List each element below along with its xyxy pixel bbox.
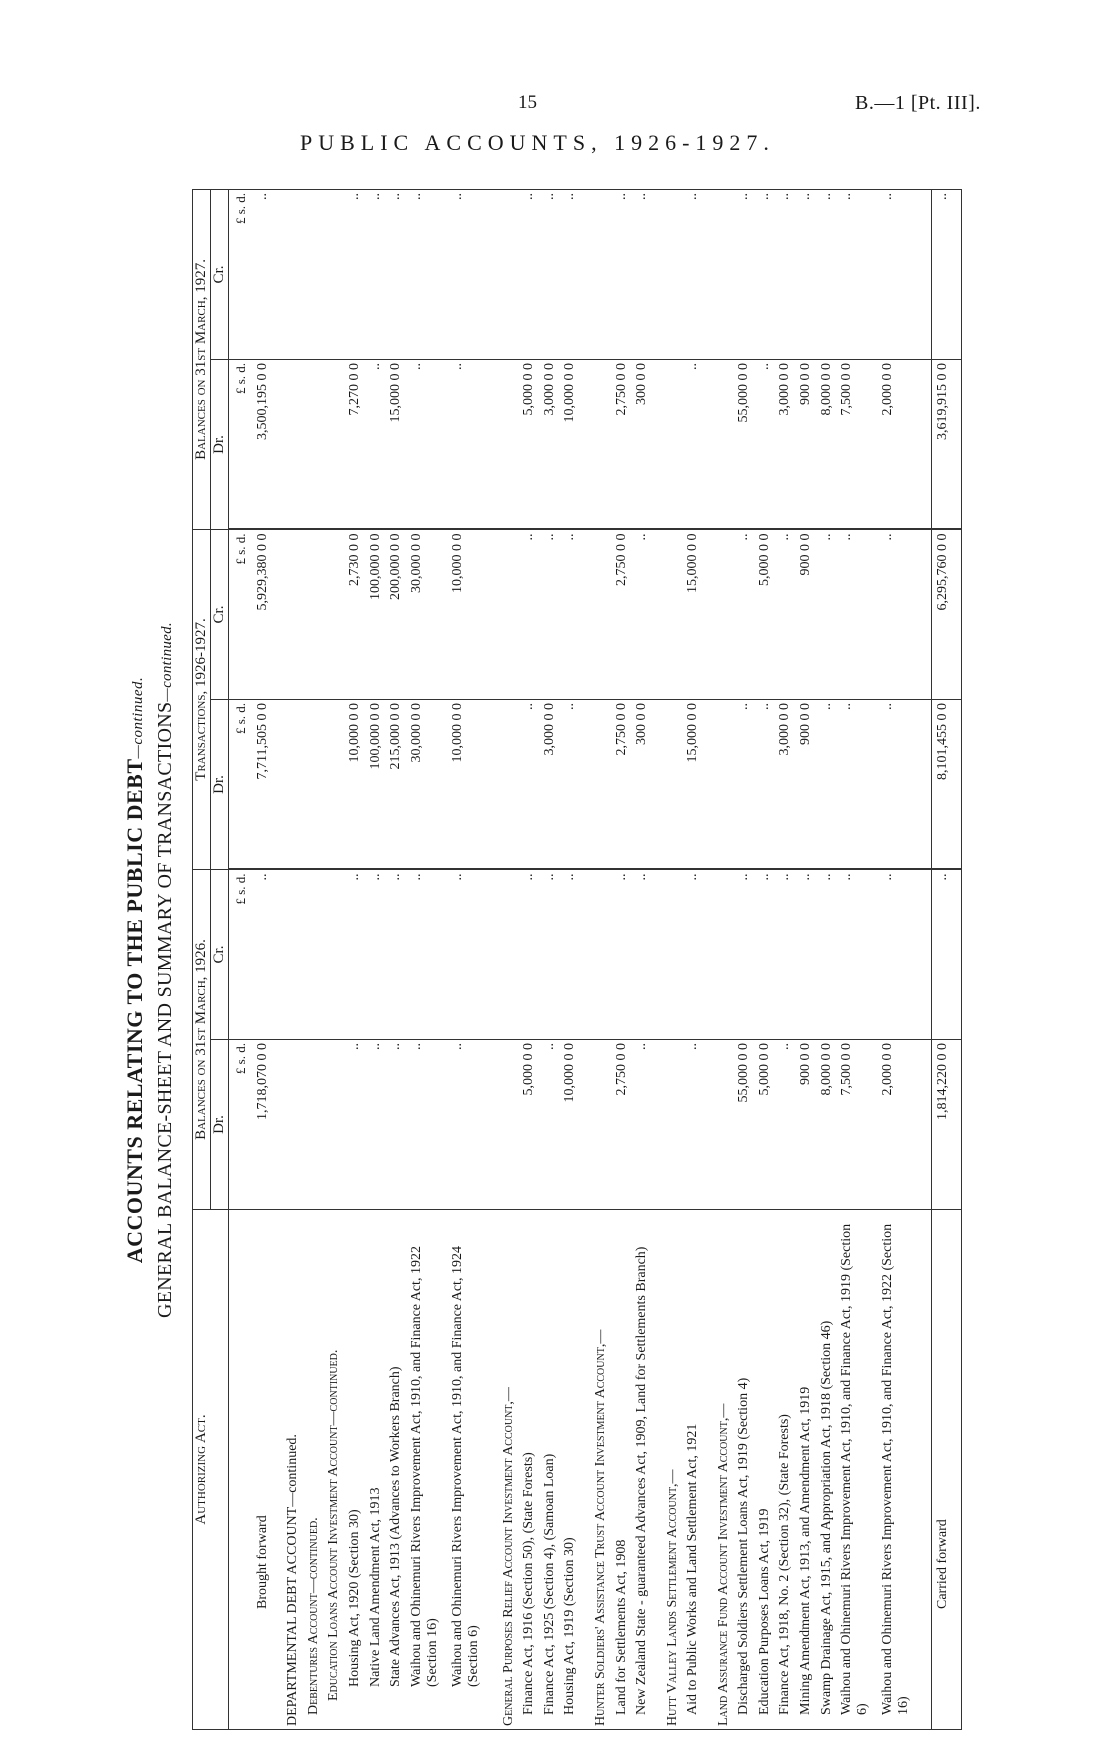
balance-1927-dr-cell: 2,000 0 0 [880,359,921,529]
balance-1927-cr-cell: .. [409,189,450,359]
spacer-cell [655,869,665,1039]
authorizing-act-cell: State Advances Act, 1913 (Advances to Workers Branch) [388,1210,409,1730]
balance-1927-dr-cell: 300 0 0 [634,359,655,529]
ledger-row [562,189,583,1729]
balance-1927-dr-cell [285,359,306,529]
ledger-row [501,189,522,1729]
balance-1926-dr-cell [501,1040,522,1210]
spacer-cell [706,529,716,699]
ledger-table [192,189,962,1730]
spacer-cell [583,529,593,699]
transaction-cr-cell: .. [819,529,840,699]
authorizing-act-cell: Mining Amendment Act, 1913, and Amendment Act, 1919 [798,1210,819,1730]
balance-1926-cr-cell: .. [839,869,880,1039]
transaction-dr-cell: .. [839,699,880,869]
transaction-cr-cell [326,529,347,699]
balance-1927-cr-cell [306,189,327,359]
spacer-cell [275,869,285,1039]
transaction-dr-cell [665,699,686,869]
authorizing-act-cell: New Zealand State - guaranteed Advances Act, 1909, Land for Settlements Branch) [634,1210,655,1730]
balance-1926-dr-cell [716,1040,737,1210]
balance-1926-dr-cell: 5,000 0 0 [757,1040,778,1210]
balance-1926-cr-cell [665,869,686,1039]
balance-1926-cr-cell [326,869,347,1039]
page-title: PUBLIC ACCOUNTS, 1926-1927. [300,130,775,155]
ledger-row [388,189,409,1729]
balance-1927-cr-cell: .. [255,189,276,359]
balance-1927-dr-cell [665,359,686,529]
spacer-cell [655,359,665,529]
spacer-cell [921,869,932,1039]
balance-1926-dr-cell: .. [542,1040,563,1210]
balance-1927-dr-cell: 2,750 0 0 [614,359,635,529]
balance-1927-dr-cell: 900 0 0 [798,359,819,529]
balance-1926-cr-cell: .. [932,869,962,1039]
balance-1927-cr-cell: .. [880,189,921,359]
spacer-row [583,189,593,1729]
balance-1926-dr-cell: 8,000 0 0 [819,1040,840,1210]
ledger-row [839,189,880,1729]
authorizing-act-cell: Waihou and Ohinemuri Rivers Improvement Act, 1910, and Finance Act, 1924 (Section 6) [450,1210,491,1730]
header-cr: Cr. [211,529,229,699]
spacer-cell [275,529,285,699]
ledger-row [614,189,635,1729]
authorizing-act-cell: Finance Act, 1918, No. 2 (Section 32), (State Forests) [777,1210,798,1730]
ledger-row [326,189,347,1729]
balance-1926-dr-cell: .. [388,1040,409,1210]
transaction-dr-cell: 30,000 0 0 [409,699,450,869]
header-dr: Dr. [211,1040,229,1210]
spacer-cell [583,359,593,529]
balance-1927-cr-cell: .. [521,189,542,359]
balance-1926-cr-cell [593,869,614,1039]
authorizing-act-cell: Hunter Soldiers' Assistance Trust Account Investment Account,— [593,1210,614,1730]
header-dr: Dr. [211,699,229,869]
transaction-dr-cell: 7,711,505 0 0 [255,699,276,869]
balance-1926-cr-cell: .. [388,869,409,1039]
transaction-dr-cell: 215,000 0 0 [388,699,409,869]
units-label-cell [229,1210,255,1730]
balance-1926-dr-cell: .. [777,1040,798,1210]
balance-1926-dr-cell [306,1040,327,1210]
header-cr: Cr. [211,189,229,359]
balance-1927-dr-cell: 5,000 0 0 [521,359,542,529]
unit-cell: £ s. d. [229,699,255,869]
transaction-cr-cell: .. [542,529,563,699]
balance-1926-cr-cell: .. [757,869,778,1039]
spacer-cell [706,189,716,359]
ledger-row [255,189,276,1729]
authorizing-act-cell: Swamp Drainage Act, 1915, and Appropriation Act, 1918 (Section 46) [819,1210,840,1730]
spacer-cell [583,1040,593,1210]
balance-1927-dr-cell: .. [368,359,389,529]
balance-1927-cr-cell: .. [368,189,389,359]
spacer-cell [491,1040,501,1210]
transaction-dr-cell: .. [880,699,921,869]
spacer-cell [583,189,593,359]
ledger-row [880,189,921,1729]
page-reference: B.—1 [Pt. III]. [855,92,981,114]
spacer-cell [921,1040,932,1210]
balance-1926-dr-cell: 2,000 0 0 [880,1040,921,1210]
balance-1927-dr-cell [326,359,347,529]
ledger-row [347,189,368,1729]
balance-1927-cr-cell: .. [777,189,798,359]
balance-1926-cr-cell: .. [798,869,819,1039]
balance-1926-cr-cell: .. [255,869,276,1039]
spacer-row [921,189,932,1729]
balance-1926-dr-cell: .. [450,1040,491,1210]
balance-1927-dr-cell: 8,000 0 0 [819,359,840,529]
transaction-cr-cell: 2,750 0 0 [614,529,635,699]
ledger-row [450,189,491,1729]
spacer-cell [491,359,501,529]
balance-1926-dr-cell: .. [409,1040,450,1210]
balance-1927-cr-cell [326,189,347,359]
balance-1927-cr-cell: .. [542,189,563,359]
ledger-row [521,189,542,1729]
transaction-dr-cell: 900 0 0 [798,699,819,869]
transaction-cr-cell: 6,295,760 0 0 [932,529,962,699]
balance-1926-dr-cell: 1,718,070 0 0 [255,1040,276,1210]
transaction-dr-cell [593,699,614,869]
balance-1927-dr-cell [501,359,522,529]
transaction-dr-cell: 8,101,455 0 0 [932,699,962,869]
unit-cell: £ s. d. [229,189,255,359]
heading-public-debt-text: ACCOUNTS RELATING TO THE PUBLIC DEBT [122,758,147,1264]
authorizing-act-cell: Education Loans Account Investment Account—continued. [326,1210,347,1730]
balance-1926-dr-cell [593,1040,614,1210]
balance-1926-cr-cell: .. [614,869,635,1039]
header-balances-1926: Balances on 31st March, 1926. [193,869,211,1209]
header-dr: Dr. [211,359,229,529]
balance-1927-dr-cell: .. [409,359,450,529]
transaction-dr-cell: 100,000 0 0 [368,699,389,869]
balance-1926-cr-cell [501,869,522,1039]
authorizing-act-cell: Housing Act, 1920 (Section 30) [347,1210,368,1730]
balance-1926-cr-cell: .. [685,869,706,1039]
rotated-ledger-page [122,190,982,1750]
authorizing-act-cell: Waihou and Ohinemuri Rivers Improvement Act, 1910, and Finance Act, 1919 (Section 6) [839,1210,880,1730]
balance-1926-cr-cell: .. [634,869,655,1039]
ledger-row [285,189,306,1729]
spacer-cell [275,359,285,529]
balance-1926-cr-cell: .. [777,869,798,1039]
balance-1927-cr-cell: .. [347,189,368,359]
balance-1926-dr-cell: 5,000 0 0 [521,1040,542,1210]
ledger-row [798,189,819,1729]
balance-1927-dr-cell: 55,000 0 0 [736,359,757,529]
balance-1927-cr-cell [593,189,614,359]
balance-1927-dr-cell [593,359,614,529]
unit-cell: £ s. d. [229,1040,255,1210]
heading-balance-sheet-suffix: —continued. [159,622,175,702]
balance-1926-cr-cell: .. [819,869,840,1039]
ledger-row [716,189,737,1729]
balance-1927-cr-cell: .. [634,189,655,359]
spacer-row [275,189,285,1729]
ledger-row [665,189,686,1729]
transaction-cr-cell: 100,000 0 0 [368,529,389,699]
authorizing-act-cell: Native Land Amendment Act, 1913 [368,1210,389,1730]
balance-1926-dr-cell: 1,814,220 0 0 [932,1040,962,1210]
ledger-row [368,189,389,1729]
transaction-cr-cell [285,529,306,699]
transaction-cr-cell: .. [521,529,542,699]
authorizing-act-cell: DEPARTMENTAL DEBT ACCOUNT—continued. [285,1210,306,1730]
unit-cell: £ s. d. [229,529,255,699]
authorizing-act-cell: Aid to Public Works and Land Settlement Act, 1921 [685,1210,706,1730]
header-authorizing-act: Authorizing Act. [193,1210,229,1730]
balance-1927-cr-cell: .. [798,189,819,359]
balance-1927-dr-cell [306,359,327,529]
spacer-cell [921,699,932,869]
balance-1927-dr-cell: 3,500,195 0 0 [255,359,276,529]
spacer-row [706,189,716,1729]
balance-1926-dr-cell: 900 0 0 [798,1040,819,1210]
balance-1927-cr-cell: .. [839,189,880,359]
balance-1927-dr-cell: .. [685,359,706,529]
ledger-row [634,189,655,1729]
spacer-cell [921,529,932,699]
transaction-dr-cell: .. [757,699,778,869]
balance-1926-dr-cell: 7,500 0 0 [839,1040,880,1210]
ledger-row [757,189,778,1729]
balance-1926-dr-cell: 55,000 0 0 [736,1040,757,1210]
balance-1926-cr-cell [285,869,306,1039]
spacer-cell [275,189,285,359]
transaction-cr-cell [665,529,686,699]
spacer-cell [706,869,716,1039]
spacer-cell [706,359,716,529]
balance-1926-cr-cell: .. [562,869,583,1039]
balance-1926-cr-cell: .. [736,869,757,1039]
transaction-dr-cell [501,699,522,869]
spacer-cell [706,1210,716,1730]
ledger-row [306,189,327,1729]
heading-public-debt-suffix: —continued. [130,676,146,759]
header-balances-1927: Balances on 31st March, 1927. [193,189,211,529]
transaction-dr-cell: .. [521,699,542,869]
balance-1927-cr-cell [665,189,686,359]
heading-balance-sheet [154,190,177,1750]
balance-1926-cr-cell: .. [880,869,921,1039]
balance-1926-dr-cell: .. [368,1040,389,1210]
spacer-row [655,189,665,1729]
balance-1926-cr-cell: .. [347,869,368,1039]
balance-1926-cr-cell: .. [450,869,491,1039]
transaction-cr-cell [306,529,327,699]
authorizing-act-cell: Carried forward [932,1210,962,1730]
transaction-cr-cell: .. [839,529,880,699]
balance-1927-cr-cell: .. [685,189,706,359]
ledger-row [819,189,840,1729]
balance-1926-cr-cell: .. [368,869,389,1039]
authorizing-act-cell: Discharged Soldiers Settlement Loans Act, 1919 (Section 4) [736,1210,757,1730]
spacer-cell [655,1040,665,1210]
ledger-row [542,189,563,1729]
spacer-cell [491,529,501,699]
unit-cell: £ s. d. [229,869,255,1039]
balance-1926-cr-cell [716,869,737,1039]
balance-1927-dr-cell: 3,000 0 0 [542,359,563,529]
balance-1926-cr-cell: .. [521,869,542,1039]
balance-1926-dr-cell: 10,000 0 0 [562,1040,583,1210]
transaction-cr-cell: 30,000 0 0 [409,529,450,699]
balance-1926-cr-cell: .. [542,869,563,1039]
unit-cell: £ s. d. [229,359,255,529]
balance-1926-dr-cell [326,1040,347,1210]
ledger-row [409,189,450,1729]
transaction-dr-cell [716,699,737,869]
transaction-dr-cell: 15,000 0 0 [685,699,706,869]
ledger-row [736,189,757,1729]
page-number: 15 [518,92,537,113]
authorizing-act-cell: Hutt Valley Lands Settlement Account,— [665,1210,686,1730]
spacer-cell [275,1210,285,1730]
authorizing-act-cell: General Purposes Relief Account Investment Account,— [501,1210,522,1730]
spacer-cell [491,869,501,1039]
balance-1927-cr-cell: .. [450,189,491,359]
balance-1927-cr-cell: .. [932,189,962,359]
ledger-row [685,189,706,1729]
authorizing-act-cell: Finance Act, 1925 (Section 4), (Samoan Loan) [542,1210,563,1730]
transaction-cr-cell: .. [634,529,655,699]
balance-1927-dr-cell: 3,619,915 0 0 [932,359,962,529]
spacer-cell [583,869,593,1039]
spacer-cell [655,189,665,359]
ledger-row [777,189,798,1729]
transaction-dr-cell: .. [562,699,583,869]
authorizing-act-cell: Land Assurance Fund Account Investment Account,— [716,1210,737,1730]
balance-1927-dr-cell: .. [757,359,778,529]
balance-1927-dr-cell: 15,000 0 0 [388,359,409,529]
transaction-cr-cell: .. [562,529,583,699]
spacer-cell [921,1210,932,1730]
balance-1927-dr-cell: 10,000 0 0 [562,359,583,529]
spacer-cell [655,1210,665,1730]
spacer-cell [921,359,932,529]
balance-1926-cr-cell [306,869,327,1039]
balance-1926-dr-cell: 2,750 0 0 [614,1040,635,1210]
heading-balance-sheet-text: GENERAL BALANCE-SHEET AND SUMMARY OF TRANSACTIONS [154,701,176,1318]
authorizing-act-cell: Debentures Account—continued. [306,1210,327,1730]
spacer-row [491,189,501,1729]
balance-1927-dr-cell: .. [450,359,491,529]
transaction-dr-cell: 3,000 0 0 [542,699,563,869]
transaction-cr-cell: .. [777,529,798,699]
transaction-dr-cell: .. [819,699,840,869]
header-transactions: Transactions, 1926-1927. [193,529,211,869]
spacer-cell [583,1210,593,1730]
spacer-cell [706,1040,716,1210]
spacer-cell [491,699,501,869]
authorizing-act-cell: Waihou and Ohinemuri Rivers Improvement Act, 1910, and Finance Act, 1922 (Section 16) [409,1210,450,1730]
spacer-cell [275,1040,285,1210]
authorizing-act-cell: Housing Act, 1919 (Section 30) [562,1210,583,1730]
spacer-cell [491,1210,501,1730]
transaction-cr-cell [501,529,522,699]
authorizing-act-cell: Education Purposes Loans Act, 1919 [757,1210,778,1730]
balance-1927-cr-cell: .. [388,189,409,359]
transaction-cr-cell: .. [880,529,921,699]
transaction-dr-cell: 10,000 0 0 [347,699,368,869]
authorizing-act-cell: Land for Settlements Act, 1908 [614,1210,635,1730]
balance-1926-dr-cell: .. [685,1040,706,1210]
ledger-row [593,189,614,1729]
balance-1926-dr-cell: .. [347,1040,368,1210]
spacer-cell [706,699,716,869]
spacer-cell [655,699,665,869]
transaction-cr-cell: .. [736,529,757,699]
transaction-dr-cell [285,699,306,869]
balance-1926-cr-cell: .. [409,869,450,1039]
balance-1927-cr-cell: .. [562,189,583,359]
balance-1927-cr-cell [501,189,522,359]
balance-1927-cr-cell [285,189,306,359]
authorizing-act-cell: Waihou and Ohinemuri Rivers Improvement Act, 1910, and Finance Act, 1922 (Section 16) [880,1210,921,1730]
spacer-cell [655,529,665,699]
carried-forward-row [932,189,962,1729]
balance-1927-dr-cell [716,359,737,529]
header-cr: Cr. [211,869,229,1039]
transaction-dr-cell [306,699,327,869]
transaction-cr-cell: 15,000 0 0 [685,529,706,699]
spacer-cell [491,189,501,359]
balance-1927-cr-cell: .. [736,189,757,359]
balance-1927-cr-cell: .. [819,189,840,359]
balance-1927-dr-cell: 7,270 0 0 [347,359,368,529]
balance-1927-dr-cell: 7,500 0 0 [839,359,880,529]
heading-public-debt [122,190,148,1750]
transaction-cr-cell [593,529,614,699]
transaction-cr-cell: 5,929,380 0 0 [255,529,276,699]
transaction-dr-cell: 10,000 0 0 [450,699,491,869]
spacer-cell [921,189,932,359]
transaction-dr-cell: 3,000 0 0 [777,699,798,869]
transaction-cr-cell: 200,000 0 0 [388,529,409,699]
balance-1927-dr-cell: 3,000 0 0 [777,359,798,529]
balance-1926-dr-cell [665,1040,686,1210]
transaction-dr-cell: 300 0 0 [634,699,655,869]
units-row [229,189,255,1729]
balance-1927-cr-cell: .. [614,189,635,359]
transaction-cr-cell: 10,000 0 0 [450,529,491,699]
ledger-body [229,189,962,1729]
spacer-cell [275,699,285,869]
balance-1926-dr-cell [285,1040,306,1210]
transaction-cr-cell [716,529,737,699]
transaction-cr-cell: 5,000 0 0 [757,529,778,699]
authorizing-act-cell: Brought forward [255,1210,276,1730]
spacer-cell [583,699,593,869]
transaction-dr-cell: .. [736,699,757,869]
balance-1927-cr-cell: .. [757,189,778,359]
balance-1927-cr-cell [716,189,737,359]
transaction-dr-cell [326,699,347,869]
authorizing-act-cell: Finance Act, 1916 (Section 50), (State Forests) [521,1210,542,1730]
balance-1926-dr-cell: .. [634,1040,655,1210]
transaction-dr-cell: 2,750 0 0 [614,699,635,869]
transaction-cr-cell: 2,730 0 0 [347,529,368,699]
transaction-cr-cell: 900 0 0 [798,529,819,699]
